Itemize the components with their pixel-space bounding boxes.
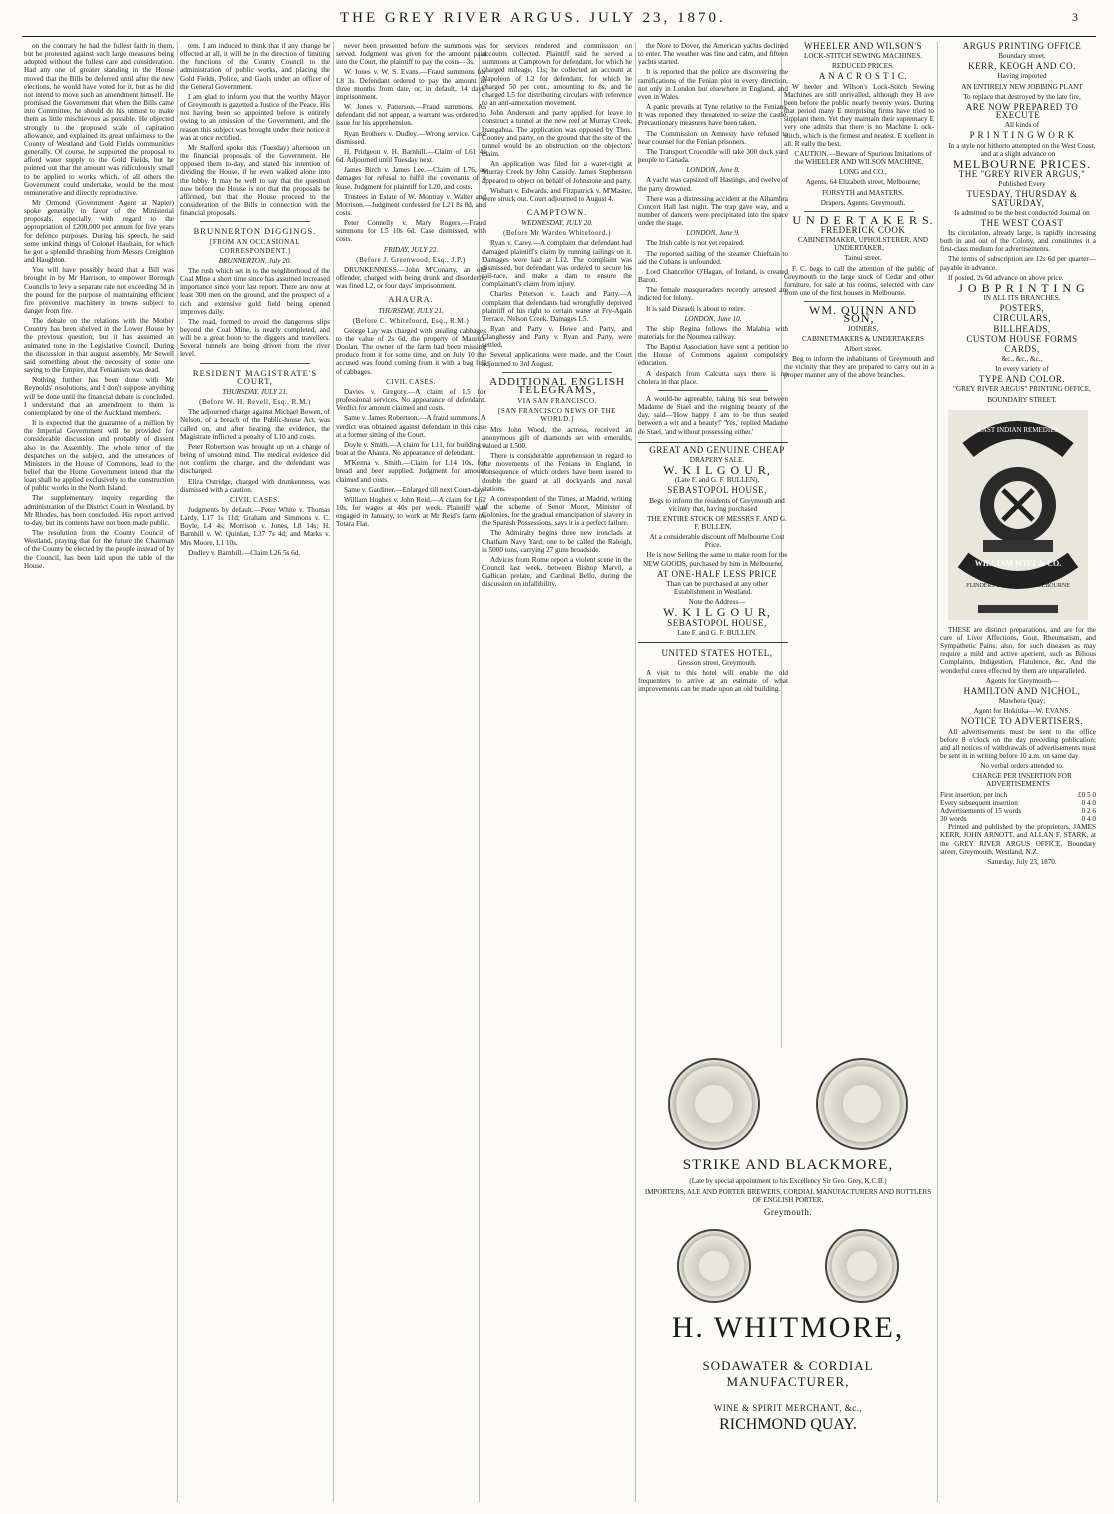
ad-body: The terms of subscription are 12s 6d per quarter—payable in advance. [940,255,1096,272]
ad-brand: H. WHITMORE, [671,1311,905,1344]
ad-line: IMPORTERS, ALE AND PORTER BREWERS, CORDIAL MANUFACTURERS AND BOTTLERS OF ENGLISH PORTER, [644,1188,932,1204]
rate-label: 30 words [940,815,967,824]
rate-row [940,791,1096,799]
paragraph: A yacht was capsized off Hastings, and twelve of the party drowned. [638,176,788,193]
section-heading: BRUNNERTON DIGGINGS. [193,226,317,237]
paragraph: Eliza Ostridge, charged with drunkenness, was dismissed with a caution. [180,477,330,494]
ad-line: P R I N T I N G W O R K [969,130,1075,141]
ad-heading: GREAT AND GENUINE CHEAP [649,444,785,455]
paragraph: the Nore to Dover, the American yachts declined to enter. The weather was fine and calm, and fifteen yachts started. [638,42,788,67]
ad-line: TUESDAY, THURSDAY & SATURDAY, [966,189,1078,208]
ad-line: SODAWATER & CORDIAL MANUFACTURER, [702,1358,874,1389]
paragraph: The Baptist Association have sent a petition to the House of Commons against compulsory education. [638,343,788,368]
ad-line: Published Every [998,180,1046,189]
paragraph: tem. I am induced to think that if any change be effected at all, it will be in the direction of limiting the functions of the County Council to the administration of public works, and placing the Gold Fields, Police, and Gaols under an officer of the General Government. [180,42,330,91]
ad-line: SEBASTOPOL HOUSE, [667,617,767,628]
dateline: LONDON, June 9. [686,229,740,238]
ad-line: Begs to inform the residents of Greymouth and vicinity that, having purchased [649,496,785,513]
ad-line: MELBOURNE PRICES. [952,156,1092,171]
ad-heading: STRIKE AND BLACKMORE, [682,1157,894,1173]
court-presiding: (Before J. Greenwood, Esq., J.P.) [356,255,466,264]
ad-line: JOINERS, [847,324,879,333]
ad-line: Tainui street. [844,254,882,263]
paragraph: The adjourned charge against Michael Bowen, of Nelson, of a breach of the Public-house Act, was called on, and after hearing the evidence, the Magistrate inflicted a penalty of L10 and costs. [180,408,330,441]
ad-line: KERR, KEOGH AND CO. [968,61,1076,72]
paragraph: Mr Ormond (Government Agent at Napier) spoke generally in favor of the Ministerial proposals, especially with regard to the appropriation of £200,000 per annum for five years for defence purposes. During his speech, he said some unkind things of Colonel Haultain, for which he got a splendid thrashing from Messrs Creighton and Haughton. [24,198,174,265]
column-1 [24,42,174,1502]
ad-line: THE ENTIRE STOCK OF MESSRS F. AND G. F. BULLEN, [647,514,787,531]
ad-line: SEBASTOPOL HOUSE, [667,485,767,496]
ad-line: In a style not hitherto attempted on the West Coast, and at a slight advance on [948,141,1096,158]
column-divider [635,42,636,1502]
ad-line: At a considerable discount off Melbourne Cost Price. [649,533,785,550]
column-6 [784,42,934,1042]
dateline: WEDNESDAY, JULY 20. [521,219,593,228]
ad-body: W heeler and Wilson's Lock-Stitch Sewing Machines are still unrivalled, although they H ave been before the public nearly twenty years. During that period many E nterprising firms have tried to supplant them. Yet they maintain their supremacy E very one admits that there is no Machine L ock-stitch, which is the firmest and neatest. E xcellent in all. R eally the best. [784,82,934,148]
paragraph: never been presented before the summons was served. Judgment was given for the amount paid into the Court, the plaintiff to pay the costs—3s. [336,42,486,67]
section-rule [658,390,768,391]
ad-line: Agents, 64 Elizabeth street, Melbourne; [805,178,921,187]
ad-line: In every variety of [995,365,1049,374]
ad-line: All kinds of [1004,121,1040,130]
paragraph: Wishart v. Edwards, and Fitzpatrick v. M'Master, were struck out. Court adjourned to August 4. [482,186,632,203]
ad-line: THE WEST COAST [980,217,1064,228]
column-divider [937,42,938,1502]
paragraph: The road, formed to avoid the dangerous slips beyond the Coal Mine, is nearly completed, and will be a great boon to the diggers and travellers. Several tunnels are being driven from the river level. [180,317,330,359]
rate-label: First insertion, per inch [940,790,1008,799]
ad-line: Albert street. [844,344,882,353]
paragraph: I am glad to inform you that the worthy Mayor of Greymouth is gazetted a Justice of the Peace. His not having been so appointed before is entirely owing to an omission of the Government, and the reason this subject was brought under their notice it was at once rectified. [180,92,330,142]
ad-body: A visit to this hotel will enable the old frequenters to arrive at an estimate of what improvements can be made upon an old building. [638,669,788,694]
ad-line: AN ENTIRELY NEW JOBBING PLANT [961,82,1083,91]
hotel-advert [638,649,788,694]
ad-heading: U N D E R T A K E R S. [792,212,934,227]
rate-label: Advertisements of 15 words [940,806,1022,815]
paragraph: Lord Chancellor O'Hagan, of Ireland, is created Baron. [638,267,788,285]
ad-line: To replace that destroyed by the late fire, [963,92,1081,101]
masthead [0,0,1114,38]
ad-line: CARDS, [1004,343,1040,354]
ad-line: ARE NOW PREPARED TO EXECUTE [965,101,1079,121]
dateline: LONDON, June 8. [686,166,740,175]
ad-line: Agent for Hokitika—W. EVANS. [973,707,1071,716]
section-rule [804,211,914,212]
section-subheading: [FROM AN OCCASIONAL CORRESPONDENT.] [209,238,300,255]
emblem-text: EAST INDIAN REMEDIES [977,425,1059,434]
paragraph: The reported sailing of the steamer Chieftain to aid the Cubans is unfounded. [638,249,788,266]
paragraph: Mrs John Wood, the actress, received an anonymous gift of diamonds set with emeralds, valued at L500. [482,425,632,450]
section-rule [804,301,914,302]
paragraph: The rush which set in to the neighborhood of the Coal Mine a short time since has assumed increased importance since your last report. There are now at least 300 men on the ground, and the prospect of a rich and extensive gold field being opened improves daily. [180,266,330,316]
ad-line: &c., &c., &c., [1001,355,1043,363]
ad-line: Mawhera Quay; [998,697,1046,706]
paragraph: on the contrary he had the fullest faith in them, but he protested against such large measures being adopted without the fullest care and consideration. Had any one of greater standing in the House moved that the Bills be deferred until after the new elections, he would have voted for it, but as he did not intend to move such an amendment himself. He promised the Government that when the Bills came into Committee, he should do his utmost to make them as little mischievous as possible. He objected strongly to the proposed scale of capitation allowance, and explained its great unfairness to the County of Westland and Gold Fields communities generally. Of course, he supported the proposal to afford water supply to the Gold Fields, but he pointed out that the amount was ridiculously small to be applied to works which, of all others the Government could undertake, would be the most remunerative and directly reproductive. [24,42,174,197]
paragraph: Peter Robertson was brought up on a charge of being of unsound mind. The medical evidence did not confirm the charge, and the defendant was discharged. [180,442,330,476]
paragraph: William Hughes v. John Reid.—A claim for L62 10s, for wages at 40s per week. Plaintiff was engaged in January, to work at Mr Reid's farm on Totara Flat. [336,495,486,529]
paragraph: The Irish cable is not yet repaired. [646,239,745,248]
paragraph: A despatch from Calcutta says there is no cholera in that place. [638,369,788,386]
column-divider [333,42,334,1502]
paragraph: Ryan Brothers v. Dudley.—Wrong service. Case dismissed. [336,129,486,146]
emblem-text: FLINDERS LANE WEST, MELBOURNE [966,582,1070,589]
paragraph: The female masqueraders recently arrested are indicted for felony. [638,286,788,303]
rate-label: Every subsequent insertion [940,798,1018,807]
ad-line: CHARGE PER INSERTION FOR ADVERTISEMENTS [972,772,1072,789]
section-heading: AHAURA. [388,294,434,305]
ad-body: If posted, 2s 6d advance on above price. [948,273,1064,282]
paragraph: Judgments by default.—Peter White v. Thomas Lardy, L17 1s 11d; Graham and Simmons v. C. Boyle, L4 4s; Morrison v. Jones, L8 14s; H. Barnhill v. W. Quinlan, L37 7s 4d; and Marks v. Mrs Moore, L1 10s. [180,505,330,547]
ad-subheading: A N A C R O S T I C. [818,71,908,82]
column-7 [940,42,1096,1502]
masthead-title: THE GREY RIVER ARGUS. JULY 23, 1870. [340,10,726,26]
paragraph: An application was filed for a water-right at Murray Creek by John Cassidy. James Stephenson appeared to object on behalf of Johnstone and party. [482,160,632,185]
rate-value: 0 4 0 [1081,815,1096,824]
ad-line: "GREY RIVER ARGUS" PRINTING OFFICE, [953,385,1091,394]
ad-line: No verbal orders attended to. [980,762,1064,771]
column-4 [482,42,632,1502]
ad-name: W. K I L G O U R, [663,605,771,620]
section-rule [502,372,612,373]
ad-name: FREDERICK COOK [820,224,906,235]
ad-heading: NOTICE TO ADVERTISERS. [960,716,1084,727]
ad-heading: THE "GREY RIVER ARGUS," [958,169,1086,180]
court-presiding: (Before C. Whitefoord, Esq., R.M.) [352,316,470,325]
paragraph: The supplementary inquiry regarding the administration of the District Court in Westland, by Mr Rhodes, has been concluded. His report arrived to-day, but its contents have not been made public. [24,494,174,527]
paragraph: George Lay was charged with stealing cabbages to the value of 2s 6d, the property of Maurice Doolan. The owner of the farm had been missing produce from it for some time, and on July 10 the accused was found coming from it with a bag full of cabbages. [336,326,486,376]
imprint-date: Saturday, July 23, 1870. [987,857,1057,866]
paragraph: A panic prevails at Tyne relative to the Fenians. It was reported they threatened to seize the castle. Precautionary measures have been taken. [638,103,788,128]
ad-body: Its circulation, already large, is rapidly increasing both in and out of the Colony, and constitutes it a first-class medium for advertisements. [940,228,1096,254]
ad-line: Having imported [997,72,1047,81]
paragraph: Ryan v. Carey.—A complaint that defendant had damaged plaintiff's claim by running tailings on it. Damages were laid at L12. The complaint was dismissed, but defendant was ordered to secure his tail-race, and make a dam to ensure the complainant's claim from injury. [482,239,632,289]
medal-seal-icon [668,1058,760,1150]
paragraph: Mr Stafford spoke this (Tuesday) afternoon on the financial proposals of the Government. He opposed them to-day, and stated his intention of dividing the House, if he even walked alone into the lobby. It may be well to say that the question now before the House is not that the proposals be affirmed, but that the House proceed to the consideration of the Bills in connection with the financial proposals. [180,143,330,218]
ad-line: Drapers, Agents, Greymouth. [820,198,906,207]
ad-line: AT ONE-HALF LESS PRICE [656,568,778,579]
ad-heading: UNITED STATES HOTEL, [661,647,773,658]
paragraph: Charles Peterson v. Leach and Party.—A complaint that defendants had wrongfully deprived plaintiff of his right to certain water at Fry-Again Terrace, Nelson Creek. Damages L5. [482,290,632,323]
ad-line: LONG and CO., [839,168,887,177]
section-heading: ADDITIONAL ENGLISH TELEGRAMS, [489,375,625,396]
paragraph: Nothing further has been done with Mr Reynolds' resolutions, and I don't suppose anything will be done until the financial debate is concluded. I understand that an amendment to them is contemplated by one of the Auckland members. [24,376,174,417]
rate-value: 0 4 0 [1081,798,1096,807]
ad-heading: WHEELER AND WILSON'S [804,42,922,51]
brewer-advert-block [640,1048,936,1502]
rate-row [940,799,1096,807]
ad-line: (Late F. and G. F. BULLEN), [674,476,760,485]
rate-value: 0 2 6 [1081,806,1096,815]
ad-line: CIRCULARS, [993,313,1051,324]
dateline: THURSDAY, JULY 21. [378,306,444,315]
dateline: BRUNNERTON, July 20. [218,256,292,265]
ad-line: Boundary street. [998,52,1046,61]
section-subheading: VIA SAN FRANCISCO. [517,397,597,406]
paragraph: The Commission on Amnesty have refused to hear counsel for the Fenian prisoners. [638,129,788,146]
masthead-rule [22,36,1096,37]
ad-line: CUSTOM HOUSE FORMS [966,333,1078,344]
paragraph: for services rendered and commission on accounts collected. Plaintiff said he served a summons at Camptown for defendant, for which he charged mileage, 11s; he collected an account at Napoleon of L2 for defendant, for which he charged 50 per cent., amounting to 8s, and he charged L5 for distributing circulars with reference to an anti-annexation movement. [482,42,632,108]
ad-line: RICHMOND QUAY. [719,1416,857,1433]
emblem-text: WILLIAM WITT & CO. [974,558,1062,568]
paragraph: The debate on the relations with the Mother Country has been shelved in the Lower House by the previous question; but it has assumed an animated tone in the Legislative Council. During the discussion in that august assembly, Mr Sewell said something about the necessity of some one saying to the Empire, that Fenianism was dead. [24,317,174,375]
paragraph: There is considerable apprehension in regard to the movements of the Fenians in England, in consequence of which orders have been issued to double the guard at all dockyards and naval stations. [482,452,632,493]
paragraph: The Transport Crocodile will take 300 dock yard people to Canada. [638,147,788,165]
paragraph: The ship Regina follows the Malabia with materials for the Noumea railway. [638,324,788,341]
rate-row [940,815,1096,823]
section-subheading: CIVIL CASES. [386,377,436,386]
paragraph: It is expected that the guarantee of a million by the Imperial Government will be provided for considerable discussion and probably of dissent also in the Assembly. The whole tenor of the despatches on the subject, and the utterances of Ministers in the House of Commons, lead to the belief that the Home Government intend that the loan shall be applied exclusively to the construction of public works in the North Island. [24,419,174,493]
drapery-sale-advert [638,442,788,643]
paragraph: W. Jones v. Patterson.—Fraud summons. As defendant did not appear, a warrant was ordered to issue for his apprehension. [336,103,486,128]
ad-line: IN ALL ITS BRANCHES. [983,294,1061,303]
paragraph: The resolution from the County Council of Westland, praying that for the future the Chairman of the County be elected by the people instead of by the Council, has been laid upon the table of the House. [24,529,174,570]
ad-line: WINE & SPIRIT MERCHANT, &c., [713,1403,863,1413]
paragraph: It is reported that the police are discovering the ramifications of the Fenian plot in every direction, not only in London but elsewhere in England, and even in Wales. [638,68,788,101]
paragraph: A would-be agreeable, taking his seat between Madame de Stael and the reigning beauty of the day, said—'How happy I am to be thus seated between a wit and a beauty!' 'Yes,' replied Madame de Stael, 'and without possessing either.' [638,394,788,436]
paragraph: M'Kenna v. Smith.—Claim for L14 10s, for bread and beer supplied. Judgment for amount claimed and costs. [336,459,486,484]
ad-body: All advertisements must be sent to the office before 8 o'clock on the day preceding publication; and all notices of withdrawals of advertisements must be sent in in writing before 10 a.m. on same day. [940,727,1096,760]
ad-subheading: LOCK-STITCH SEWING MACHINES. [804,52,922,61]
paragraph: DRUNKENNESS.—John M'Conarty, an old offender, charged with being drunk and disorderly, was fined L2, or four days' imprisonment. [336,265,486,291]
paragraph: Same v. James Robertson.—A fraud summons. A verdict was obtained against defendant in this case at a former sitting of the Court. [336,414,486,439]
paragraph: Dudley v. Barnhill.—Claim L26 5s 6d. [188,548,301,557]
ad-line: Greymouth. [763,1207,813,1217]
paragraph: A correspondent of the Times, at Madrid, writing of the scheme of Senor Moret, Minister of Colonies, for the gradual emancipation of slavery in the Spanish Possessions, says it is a perfect failure. [482,494,632,528]
column-divider [177,42,178,1502]
paragraph: James Birch v. James Lee.—Claim of L76, as damages for refusal to fulfil the covenants of a lease. Judgment for plaintiff for L20, and costs. [336,166,486,191]
imprint: Printed and published by the proprietors, JAMES KERR, JOHN ARNOTT, and ALLAN F. STARK, at the GREY RIVER ARGUS OFFICE, Boundary street, Greymouth, Westland, N.Z. [940,823,1096,856]
paragraph: John Anderson and party applied for leave to construct a tunnel at the new reef at Murray Creek, Inangahua. The application was opposed by Thos. Cooney and party, on the ground that the site of the tunnel would be an obstruction on the objectors' claim. [482,109,632,159]
rates-table [940,791,1096,824]
ad-body: Beg to inform the inhabitants of Greymouth and the vicinity that they are prepared to carry out in a proper manner any of the above branches. [784,355,934,380]
ad-line: CABINETMAKER, UPHOLSTERER, AND UNDERTAKER, [797,236,929,253]
ad-line: Late F. and G. F. BULLEN. [677,628,757,637]
ad-line: CABINETMAKERS & UNDERTAKERS [802,334,924,343]
court-presiding: (Before W. H. Revell, Esq., R.M.) [199,398,311,407]
paragraph: Ryan and Party v. Howe and Party, and Clanghessy and Party v. Ryan and Party, were settled. [482,325,632,350]
ad-line: FORSYTH and MASTERS, [822,188,904,197]
ad-line: He is now Selling the same to make room for the NEW GOODS, purchased by him in Melbourne, [642,551,788,568]
section-subheading: [SAN FRANCISCO NEWS OF THE WORLD.] [498,407,616,424]
ad-subheading: DRAPERY SALE. [689,455,745,464]
paragraph: W. Jones v. W. S. Evans.—Fraud summons for L8 3s. Defendant ordered to pay the amount in three months from date, or, in default, 14 days' imprisonment. [336,68,486,101]
ad-body: F. C. begs to call the attention of the public of Greymouth to the large stock of Cedar and other furniture, for sale at his rooms, selected with care from one of the first houses in Melbourne. [784,264,934,298]
section-rule [200,363,310,364]
paragraph: H. Pridgeon v. H. Barnhill.—Claim of L61 4s 6d. Adjourned until Tuesday next. [336,147,486,165]
dateline: LONDON, June 10. [684,314,742,323]
seal-row [640,1225,936,1307]
medal-seal-icon [677,1229,751,1303]
paragraph: The Admiralty begins three new ironclads at Chatham Navy Yard; one to be called the Raleigh, is 5000 tons, carrying 27 guns broadside. [482,529,632,554]
east-indian-remedies-emblem [948,410,1088,620]
page-number: 3 [1072,10,1078,24]
ad-line: Gresson street, Greymouth. [677,659,757,667]
ad-name: W. K I L G O U R, [663,463,771,478]
rate-row [940,807,1096,815]
ad-line: POSTERS, [999,303,1045,314]
ad-subheading: REDUCED PRICES. [832,62,894,71]
section-subheading: CIVIL CASES. [230,495,280,504]
court-presiding: (Before Mr Warden Whitefoord.) [503,229,611,238]
rate-value: £0 5 0 [1078,790,1096,799]
column-3 [336,42,486,1502]
dateline: THURSDAY, JULY 21. [222,387,288,396]
section-rule [200,221,310,222]
ad-heading: J O B P R I N T I N G [958,280,1086,295]
ad-line: Agents for Greymouth— [985,676,1059,685]
medal-seal-icon [825,1229,899,1303]
paragraph: You will have possibly heard that a Bill was brought in by Mr Harrison, to empower Borough Councils to levy a separate rate not exceeding 3d in the pound for the purpose of maintaining efficient fire preventive machinery in towns subject to danger from fire. [24,266,174,315]
paragraph: There was a distressing accident at the Alhambra Concert Hall last night. The trap gave way, and a number of dancers were precipitated into the space under the stage. [638,194,788,228]
ad-heading: ARGUS PRINTING OFFICE [962,42,1082,51]
section-heading: CAMPTOWN. [526,206,588,217]
medal-seal-icon [816,1058,908,1150]
column-5 [638,42,788,1042]
ad-body: THESE are distinct preparations, and are for the cure of Liver Affections, Gout, Rheumatism, and Sympathetic Pains; also, for such diseases as may require a mild and active aperient, such as Bilious Complaints, Indigestion, Flatulence, &c. And the wonderful cures effected by them are unparalleled. [940,625,1096,675]
dateline: FRIDAY, JULY 22. [383,245,439,254]
ad-line: Note the Address— [688,598,746,607]
paragraph: Several applications were made, and the Court adjourned to 3rd August. [482,351,632,368]
column-2 [180,42,330,1502]
ad-line: Than can be purchased at any other Establishment in Westland. [666,579,768,597]
ad-line: TYPE AND COLOR. [978,374,1066,385]
paragraph: Peter Connelly v. Mary Rogers.—Fraud summons for L5 10s 6d. Case dismissed, with costs. [336,219,486,244]
seal-row [640,1054,936,1154]
paragraph: Davies v. Gregory.—A claim of L5 for professional services. No appearance of defendant. Verdict for amount claimed and costs. [336,387,486,413]
paragraph: It is said Disraeli is about to retire. [646,304,746,313]
ad-line: BOUNDARY STREET. [987,395,1057,404]
paragraph: Same v. Gardiner.—Enlarged till next Court-day. [344,485,485,494]
ad-heading: WM. QUINN AND SON, [809,303,917,326]
ad-line: CAUTION.—Beware of Spurious Imitations of the WHEELER AND WILSON MACHINE. [794,149,932,167]
section-heading: RESIDENT MAGISTRATE'S COURT, [192,367,318,386]
ad-line: (Late by special appointment to his Excellency Sir Geo. Grey, K.C.B.) [689,1177,887,1185]
paragraph: Doyle v. Smith.—A claim for L11, for building a boat at the Ahaura. No appearance of defendant. [336,440,486,458]
ad-line: BILLHEADS, [993,323,1051,334]
paragraph: Advices from Rome report a violent scene in the Council last week, between Bishop Marvil, a Gallican prelate, and Cardinal Bello, during the discussion on infallibility. [482,555,632,589]
ad-line: Is admitted to be the best conducted Journal on [954,208,1090,217]
paragraph: Trustees in Estate of W. Montray v. Walter and Morrison.—Judgment confessed for L21 8s 8d, and costs. [336,192,486,217]
ad-line: HAMILTON AND NICHOL, [963,685,1081,696]
